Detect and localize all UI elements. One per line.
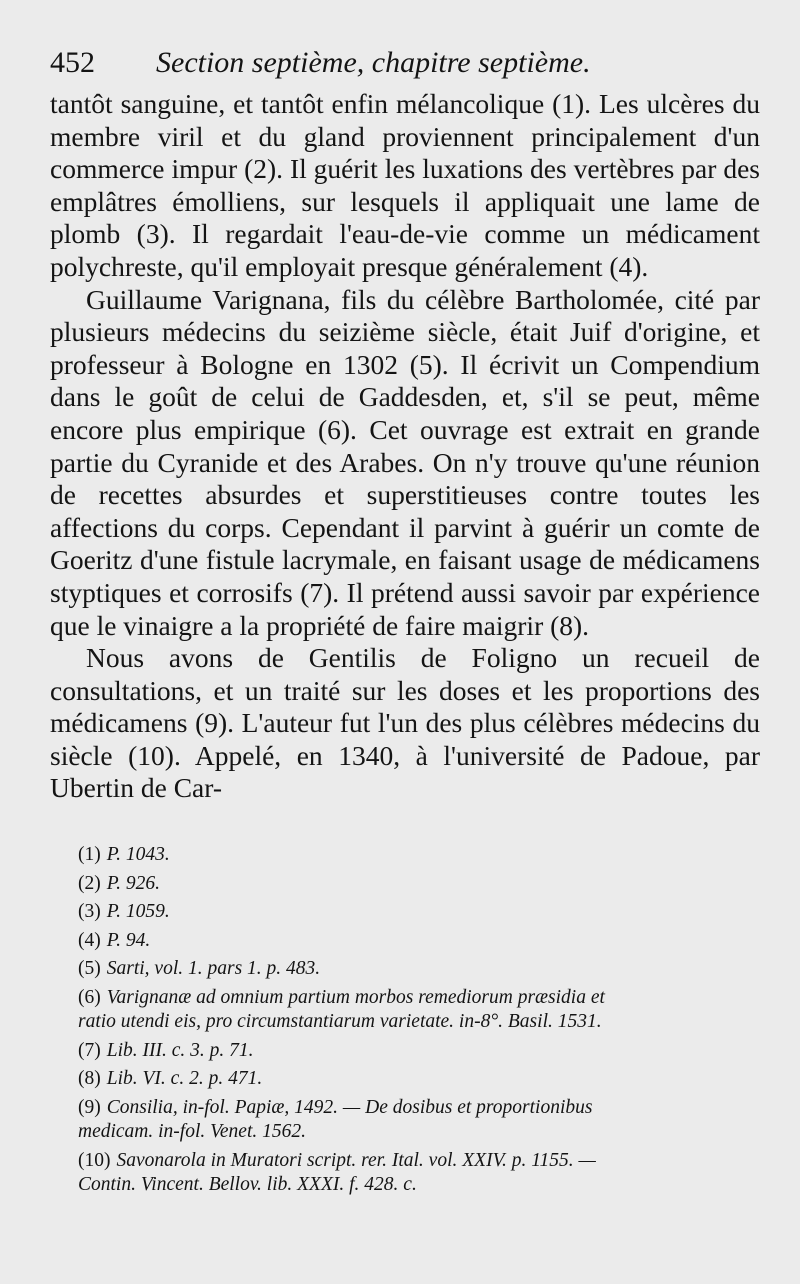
footnote-2: [50, 872, 760, 897]
paragraph-3: Nous avons de Gentilis de Foligno un recueil de consultations, et un traité sur les doses et les proportions des médicamens (9). L'auteur fut l'un des plus célèbres médecins du siècle (10). Appelé, en 1340, à l'université de Padoue, par Ubertin de Car-: [50, 642, 760, 804]
footnote-line: [62, 1149, 760, 1174]
footnote-text: Lib. VI. c. 2. p. 471.: [106, 1068, 263, 1090]
footnote-1: [50, 843, 760, 868]
footnote-text: P. 94.: [106, 929, 151, 951]
footnote-text: P. 926.: [106, 872, 161, 894]
footnote-4: [50, 929, 760, 954]
paragraph-1: tantôt sanguine, et tantôt enfin mélancolique (1). Les ulcères du membre viril et du gland proviennent principalement d'un commerce impur (2). Il guérit les luxations des vertèbres par des emplâtres émolliens, sur lesquels il appliquait une lame de plomb (3). Il regardait l'eau-de-vie comme un médicament polychreste, qu'il employait presque généralement (4).: [50, 88, 760, 282]
footnote-9: [50, 1096, 760, 1145]
footnote-line: ratio utendi eis, pro circumstantiarum varietate. in-8°. Basil. 1531.: [78, 1011, 602, 1033]
footnote-number: (6): [78, 986, 101, 1008]
footnote-number: (8): [78, 1068, 101, 1090]
footnote-8: [50, 1067, 760, 1092]
footnote-5: [50, 957, 760, 982]
footnote-number: (4): [78, 929, 101, 951]
body-text: [50, 88, 760, 805]
footnote-10: [50, 1149, 760, 1198]
page-number: 452: [50, 46, 95, 79]
footnote-number: (2): [78, 872, 101, 894]
footnote-line: medicam. in-fol. Venet. 1562.: [78, 1121, 306, 1143]
footnote-number: (10): [78, 1149, 111, 1171]
footnote-3: [50, 900, 760, 925]
footnote-text: Varignanæ ad omnium partium morbos remediorum præsidia et: [106, 986, 605, 1008]
footnote-number: (3): [78, 901, 101, 923]
paragraph-2: Guillaume Varignana, fils du célèbre Bartholomée, cité par plusieurs médecins du seizième siècle, était Juif d'origine, et professeur à Bologne en 1302 (5). Il écrivit un Compendium dans le goût de celui de Gaddesden, et, s'il se peut, même encore plus empirique (6). Cet ouvrage est extrait en grande partie du Cyranide et des Arabes. On n'y trouve qu'une réunion de recettes absurdes et superstitieuses contre toutes les affections du corps. Cependant il parvint à guérir un comte de Goeritz d'une fistule lacrymale, en faisant usage de médicamens styptiques et corrosifs (7). Il prétend aussi savoir par expérience que le vinaigre a la propriété de faire maigrir (8).: [50, 283, 760, 641]
footnote-text: Consilia, in-fol. Papiæ, 1492. — De dosibus et proportionibus: [106, 1096, 593, 1118]
footnote-line: [62, 1096, 760, 1121]
footnote-number: (5): [78, 958, 101, 980]
footnote-number: (9): [78, 1096, 101, 1118]
footnote-text: P. 1059.: [106, 901, 170, 923]
footnote-text: Sarti, vol. 1. pars 1. p. 483.: [106, 958, 321, 980]
footnote-text: Savonarola in Muratori script. rer. Ital. vol. XXIV. p. 1155. —: [116, 1149, 596, 1171]
footnote-text: Lib. III. c. 3. p. 71.: [106, 1039, 254, 1061]
running-head: [50, 38, 760, 88]
footnote-number: (7): [78, 1039, 101, 1061]
footnote-6: [50, 986, 760, 1035]
footnote-text: P. 1043.: [106, 844, 170, 866]
footnote-line: Contin. Vincent. Bellov. lib. XXXI. f. 428. c.: [78, 1174, 417, 1196]
footnote-line: [62, 986, 760, 1011]
footnote-number: (1): [78, 844, 101, 866]
footnotes: [50, 843, 760, 1198]
footnote-7: [50, 1039, 760, 1064]
running-title: Section septième, chapitre septième.: [156, 46, 591, 79]
